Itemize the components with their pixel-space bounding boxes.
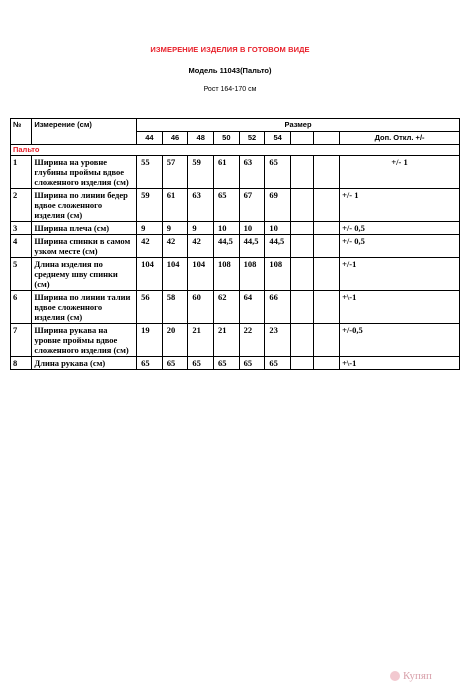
size-54: 54 [265, 132, 291, 145]
row-measure-name: Ширина рукава на уровне проймы вдвое сложенного изделия (см) [32, 324, 137, 357]
row-value: 64 [239, 291, 265, 324]
row-tolerance: +/-0,5 [340, 324, 460, 357]
row-value: 57 [162, 156, 188, 189]
section-label: Пальто [11, 145, 460, 156]
row-number: 7 [11, 324, 32, 357]
row-value: 61 [162, 189, 188, 222]
row-measure-name: Ширина на уровне глубины проймы вдвое сложенного изделия (см) [32, 156, 137, 189]
row-empty [290, 324, 314, 357]
row-value: 65 [137, 357, 163, 370]
row-tolerance: +\-1 [340, 291, 460, 324]
row-value: 66 [265, 291, 291, 324]
row-value: 10 [239, 222, 265, 235]
row-value: 21 [188, 324, 214, 357]
size-46: 46 [162, 132, 188, 145]
document-title: ИЗМЕРЕНИЕ ИЗДЕЛИЯ В ГОТОВОМ ВИДЕ [150, 45, 310, 54]
row-value: 65 [265, 357, 291, 370]
row-value: 10 [265, 222, 291, 235]
header-measure: Измерение (см) [32, 119, 137, 145]
size-empty-1 [290, 132, 314, 145]
row-value: 44,5 [265, 235, 291, 258]
row-empty [290, 258, 314, 291]
table-row [11, 189, 460, 222]
row-value: 62 [214, 291, 240, 324]
watermark-logo [390, 670, 450, 684]
row-empty [314, 324, 340, 357]
row-measure-name: Ширина по линии бедер вдвое сложенного изделия (см) [32, 189, 137, 222]
row-value: 59 [188, 156, 214, 189]
row-number: 6 [11, 291, 32, 324]
row-empty [290, 357, 314, 370]
row-measure-name: Длина изделия по среднему шву спинки (см) [32, 258, 137, 291]
row-tolerance: +/- 1 [340, 156, 460, 189]
row-value: 108 [214, 258, 240, 291]
row-value: 42 [162, 235, 188, 258]
row-value: 65 [265, 156, 291, 189]
row-tolerance: +/- 0,5 [340, 235, 460, 258]
row-tolerance: +\-1 [340, 357, 460, 370]
row-value: 42 [188, 235, 214, 258]
row-number: 8 [11, 357, 32, 370]
row-empty [290, 189, 314, 222]
row-value: 65 [162, 357, 188, 370]
row-number: 5 [11, 258, 32, 291]
model-label: Модель 11043(Пальто) [188, 66, 272, 75]
size-44: 44 [137, 132, 163, 145]
row-value: 69 [265, 189, 291, 222]
row-value: 42 [137, 235, 163, 258]
row-measure-name: Длина рукава (см) [32, 357, 137, 370]
logo-text: Купяп [403, 670, 432, 682]
row-number: 1 [11, 156, 32, 189]
row-empty [314, 291, 340, 324]
row-empty [314, 222, 340, 235]
row-measure-name: Ширина плеча (см) [32, 222, 137, 235]
row-value: 104 [188, 258, 214, 291]
size-empty-2 [314, 132, 340, 145]
row-empty [314, 357, 340, 370]
size-48: 48 [188, 132, 214, 145]
row-value: 104 [162, 258, 188, 291]
row-empty [290, 235, 314, 258]
row-tolerance: +/- 0,5 [340, 222, 460, 235]
table-row [11, 235, 460, 258]
logo-icon [390, 671, 400, 681]
header-size: Размер [137, 119, 460, 132]
row-value: 65 [214, 189, 240, 222]
table-row [11, 258, 460, 291]
row-value: 20 [162, 324, 188, 357]
row-value: 63 [239, 156, 265, 189]
row-value: 9 [188, 222, 214, 235]
header-tolerance: Доп. Откл. +/- [340, 132, 460, 145]
row-empty [290, 222, 314, 235]
header-no: № [11, 119, 32, 145]
row-value: 65 [214, 357, 240, 370]
table-row [11, 357, 460, 370]
table-row [11, 156, 460, 189]
row-value: 23 [265, 324, 291, 357]
row-value: 104 [137, 258, 163, 291]
row-value: 10 [214, 222, 240, 235]
row-tolerance: +/- 1 [340, 189, 460, 222]
row-value: 58 [162, 291, 188, 324]
row-value: 59 [137, 189, 163, 222]
height-label: Рост 164-170 см [203, 86, 257, 93]
row-empty [314, 235, 340, 258]
row-value: 65 [188, 357, 214, 370]
table-row [11, 222, 460, 235]
row-value: 19 [137, 324, 163, 357]
row-measure-name: Ширина по линии талии вдвое сложенного изделия (см) [32, 291, 137, 324]
row-value: 67 [239, 189, 265, 222]
row-value: 21 [214, 324, 240, 357]
row-number: 4 [11, 235, 32, 258]
row-value: 9 [137, 222, 163, 235]
row-empty [290, 156, 314, 189]
size-50: 50 [214, 132, 240, 145]
row-value: 61 [214, 156, 240, 189]
row-tolerance: +/-1 [340, 258, 460, 291]
row-value: 9 [162, 222, 188, 235]
row-value: 44,5 [214, 235, 240, 258]
row-empty [314, 189, 340, 222]
row-value: 56 [137, 291, 163, 324]
row-empty [314, 156, 340, 189]
row-value: 108 [239, 258, 265, 291]
row-value: 22 [239, 324, 265, 357]
row-number: 2 [11, 189, 32, 222]
size-52: 52 [239, 132, 265, 145]
row-value: 60 [188, 291, 214, 324]
row-measure-name: Ширина спинки в самом узком месте (см) [32, 235, 137, 258]
row-value: 44,5 [239, 235, 265, 258]
table-row [11, 324, 460, 357]
row-value: 108 [265, 258, 291, 291]
row-empty [290, 291, 314, 324]
measurement-table [10, 118, 460, 370]
row-empty [314, 258, 340, 291]
row-value: 63 [188, 189, 214, 222]
table-row [11, 291, 460, 324]
row-value: 55 [137, 156, 163, 189]
row-number: 3 [11, 222, 32, 235]
row-value: 65 [239, 357, 265, 370]
